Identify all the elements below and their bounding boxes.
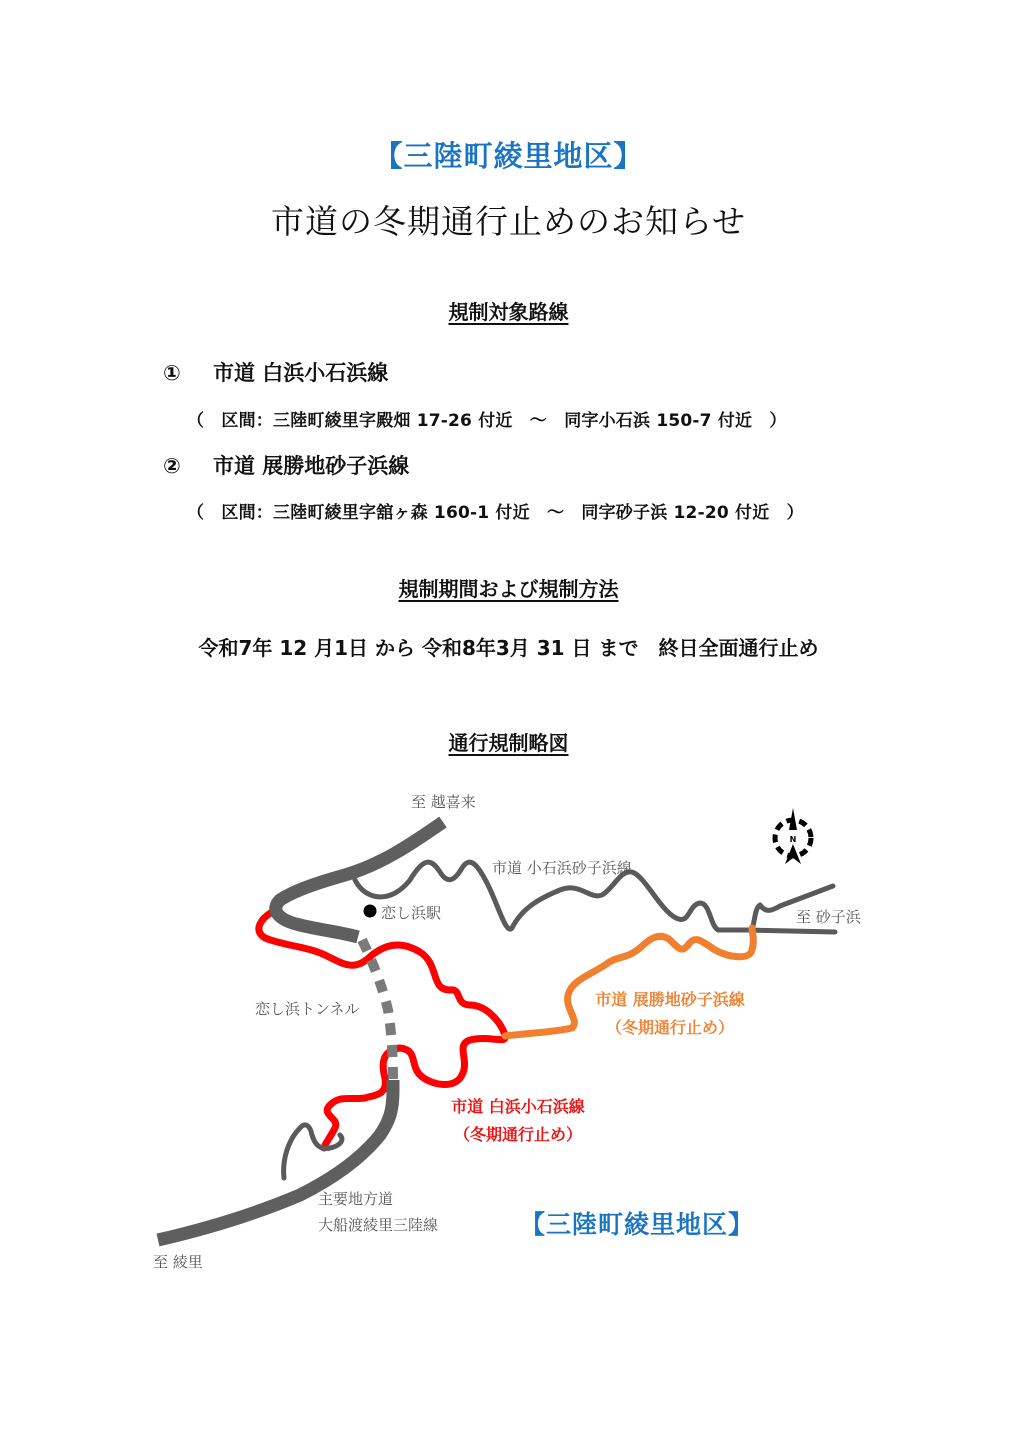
label-station: 恋し浜駅	[381, 904, 442, 922]
label-tunnel: 恋し浜トンネル	[255, 1000, 360, 1018]
route-section-1: （ 区間：三陸町綾里字殿畑 17-26 付近 ～ 同字小石浜 150-7 付近 ）	[187, 411, 787, 431]
page-title: 市道の冬期通行止めのお知らせ	[270, 202, 746, 241]
route-name: 市道 展勝地砂子浜線	[213, 454, 410, 478]
tenshochi-line-status: （冬期通行止め）	[605, 1018, 734, 1037]
map-heading: 通行規制略図	[448, 731, 569, 755]
station-dot-icon	[364, 905, 377, 918]
label-koishihama-sunagohama-line: 市道 小石浜砂子浜線	[492, 859, 632, 877]
north-arrow-icon	[775, 808, 811, 864]
routes-heading: 規制対象路線	[448, 300, 569, 324]
route-number: ②	[163, 454, 181, 478]
period-text: 令和7年 12 月1日 から 令和8年3月 31 日 まで 終日全面通行止め	[198, 636, 819, 660]
route-number: ①	[163, 361, 181, 385]
label-tenshochi-line	[580, 986, 760, 1042]
label-to-ryori: 至 綾里	[153, 1253, 203, 1271]
label-to-sunagohama: 至 砂子浜	[796, 908, 861, 926]
label-shirahama-line	[438, 1093, 598, 1149]
label-to-koshikiai: 至 越喜来	[411, 793, 476, 811]
shirahama-line-name: 市道 白浜小石浜線	[451, 1097, 585, 1116]
svg-text:N: N	[789, 835, 797, 844]
period-heading: 規制期間および規制方法	[398, 577, 619, 601]
tenshochi-line-name: 市道 展勝地砂子浜線	[595, 990, 745, 1009]
map-district-label: 【三陸町綾里地区】	[520, 1210, 755, 1239]
district-title: 【三陸町綾里地区】	[373, 139, 644, 173]
shirahama-line-status: （冬期通行止め）	[453, 1125, 582, 1144]
prefectural-road-line1: 主要地方道	[318, 1190, 394, 1208]
route-section-2: （ 区間：三陸町綾里字舘ヶ森 160-1 付近 ～ 同字砂子浜 12-20 付近 ）	[187, 503, 804, 523]
label-prefectural-road	[318, 1186, 438, 1238]
prefectural-road-line2: 大船渡綾里三陸線	[318, 1216, 439, 1234]
route-name: 市道 白浜小石浜線	[213, 361, 389, 385]
